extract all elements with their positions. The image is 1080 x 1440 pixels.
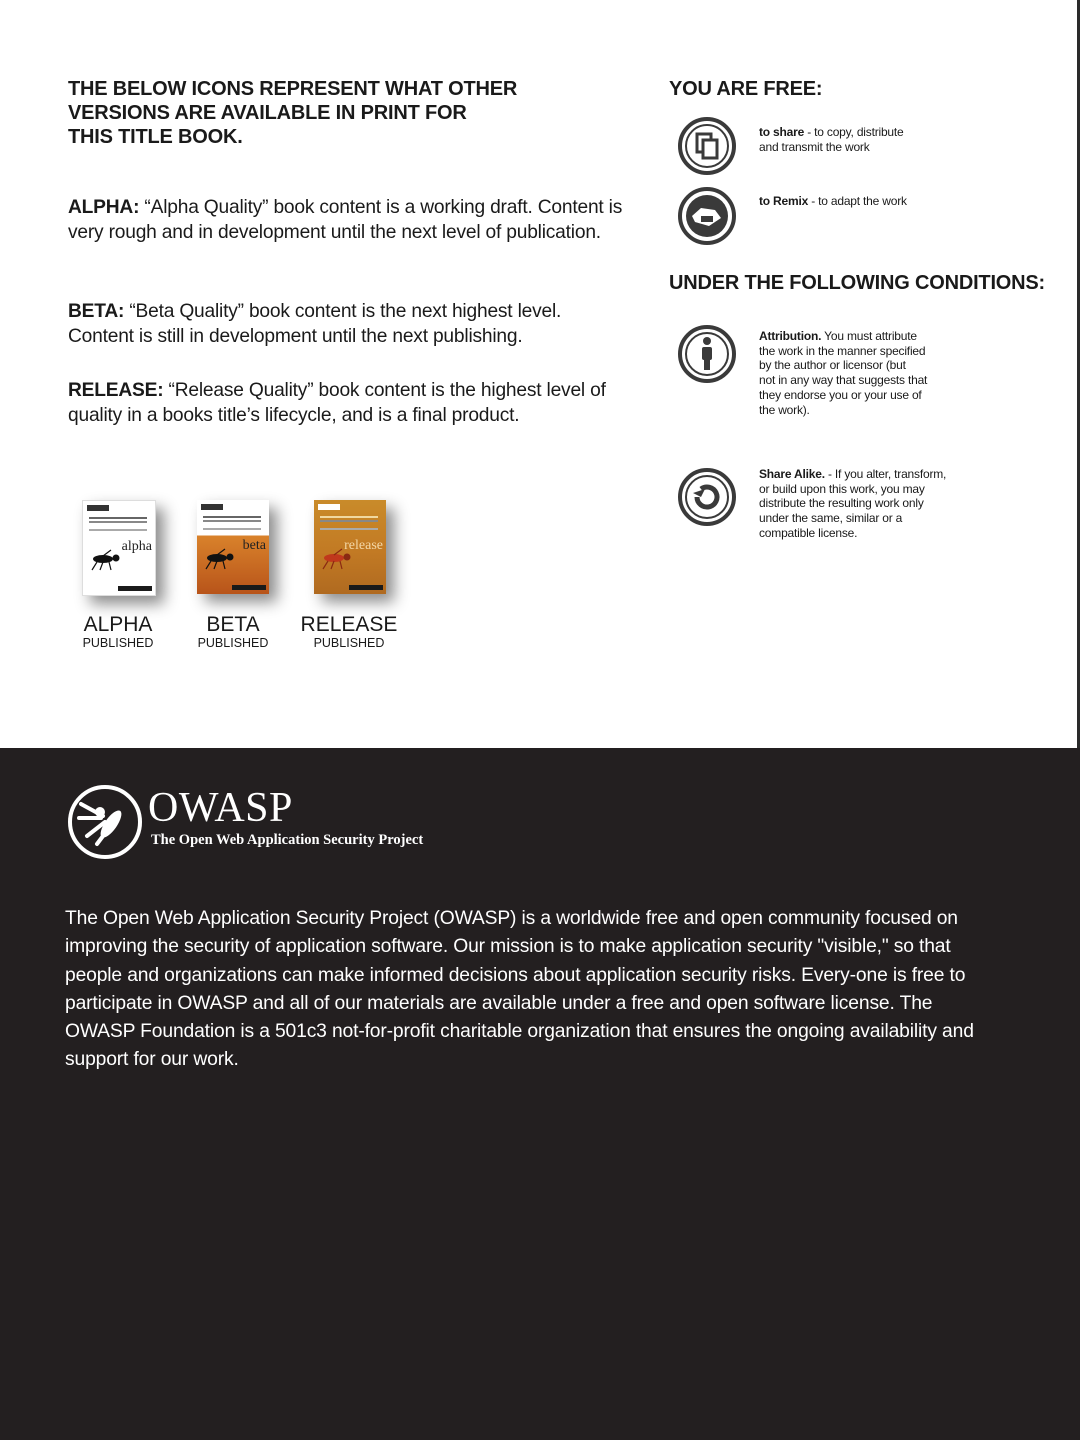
- wasp-icon: [203, 548, 243, 570]
- attribution-description: You must attribute the work in the manner specified by the author or licensor (but not in any way that suggests that they endorse you or your use of the work).: [759, 329, 928, 417]
- release-book-cover: [314, 500, 386, 594]
- share-text: [759, 125, 904, 154]
- share-lead: to share: [759, 125, 805, 139]
- attribution-icon: [677, 324, 737, 384]
- share-alike-lead: Share Alike.: [759, 467, 825, 481]
- alpha-label: ALPHA: [83, 613, 153, 636]
- wasp-icon: [89, 549, 129, 571]
- alpha-book-cover: [82, 500, 156, 596]
- alpha-term: ALPHA:: [68, 197, 140, 218]
- beta-definition: [68, 300, 628, 349]
- release-label: RELEASE: [300, 613, 398, 636]
- remix-description: - to adapt the work: [808, 194, 907, 208]
- release-cover-word: release: [344, 538, 383, 553]
- intro-heading: THE BELOW ICONS REPRESENT WHAT OTHER VERSIONS ARE AVAILABLE IN PRINT FOR THIS TITLE BOOK.: [68, 78, 518, 148]
- wasp-icon: [320, 548, 360, 570]
- owasp-logo-text: OWASP: [148, 785, 293, 831]
- beta-book-cover: [197, 500, 269, 594]
- alpha-published-label: PUBLISHED: [82, 636, 154, 650]
- you-are-free-heading: YOU ARE FREE:: [669, 78, 823, 100]
- beta-term: BETA:: [68, 301, 125, 322]
- remix-lead: to Remix: [759, 194, 809, 208]
- owasp-about-paragraph: The Open Web Application Security Project (OWASP) is a worldwide free and open community focused on improving the security of application software. Our mission is to make application security "visible," so that people and organizations can make informed decisions about application security risks. Every-one is free to participate in OWASP and all of our materials are available under a free and open software license. The OWASP Foundation is a 501c3 not-for-profit charitable organization that ensures the ongoing availability and support for our work.: [65, 908, 974, 1071]
- share-alike-text: [759, 467, 946, 541]
- share-description: - to copy, distribute and transmit the work: [759, 125, 904, 154]
- remix-icon: [677, 186, 737, 246]
- owasp-tagline: The Open Web Application Security Project: [151, 832, 424, 848]
- share-alike-description: - If you alter, transform, or build upon this work, you may distribute the resulting work only under the same, similar or a compatible license.: [759, 467, 947, 540]
- alpha-definition: [68, 196, 628, 245]
- remix-text: [759, 194, 907, 209]
- alpha-description: “Alpha Quality” book content is a working draft. Content is very rough and in development until the next level of publication.: [68, 197, 623, 243]
- share-alike-icon: [677, 467, 737, 527]
- beta-label: BETA: [206, 613, 260, 636]
- conditions-heading: UNDER THE FOLLOWING CONDITIONS:: [669, 272, 1045, 294]
- owasp-logo-icon: [67, 784, 143, 860]
- beta-published-label: PUBLISHED: [197, 636, 269, 650]
- beta-cover-word: beta: [242, 538, 266, 553]
- release-description: “Release Quality” book content is the highest level of quality in a books title’s lifecycle, and is a final product.: [68, 380, 606, 426]
- alpha-cover-word: alpha: [121, 539, 152, 554]
- release-term: RELEASE:: [68, 380, 164, 401]
- owasp-footer-panel: [0, 748, 1080, 1440]
- release-definition: [68, 379, 628, 428]
- share-icon: [677, 116, 737, 176]
- release-published-label: PUBLISHED: [313, 636, 385, 650]
- attribution-lead: Attribution.: [759, 329, 822, 343]
- attribution-text: [759, 329, 927, 417]
- beta-description: “Beta Quality” book content is the next highest level. Content is still in development until the next publishing.: [68, 301, 562, 347]
